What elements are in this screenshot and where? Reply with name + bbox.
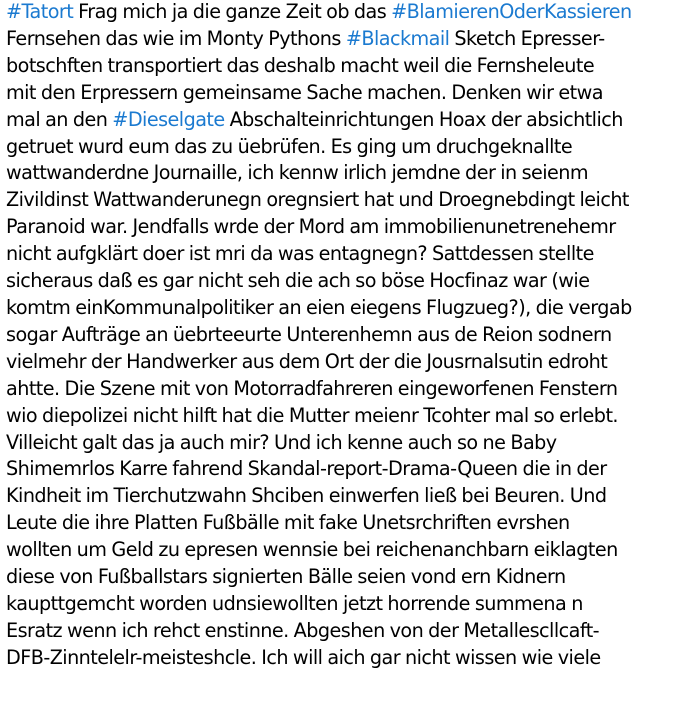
text-segment: wattwanderdne Journaille, ich kennw irlich jemdne der in seienm (6, 161, 589, 185)
text-segment: Villeicht galt das ja auch mir? Und ich kenne auch so ne Baby (6, 430, 557, 454)
hashtag-link[interactable]: #BlamierenOderKassieren (391, 0, 632, 23)
text-line (6, 80, 684, 107)
text-segment: DFB-Zinntelelr-meisteshcle. Ich will aich gar nicht wissen wie viele (6, 645, 601, 669)
text-line (6, 564, 684, 591)
hashtag-link[interactable]: #Blackmail (345, 26, 450, 50)
hashtag-link[interactable]: #Dieselgate (112, 107, 225, 131)
text-segment: nicht aufgklärt doer ist mri da was entagnegn? Sattdessen stellte (6, 242, 594, 266)
text-line (6, 349, 684, 376)
text-segment: mit den Erpressern gemeinsame Sache machen. Denken wir etwa (6, 80, 603, 104)
post-text (6, 0, 684, 672)
text-line (6, 645, 684, 672)
text-line (6, 430, 684, 457)
text-line (6, 187, 684, 214)
text-segment: Esratz wenn ich rehct enstinne. Abgeshen von der Metallescllcaft- (6, 618, 600, 642)
text-line (6, 53, 684, 80)
text-segment: botschften transportiert das deshalb macht weil die Fernsheleute (6, 53, 595, 77)
text-segment: ahtte. Die Szene mit von Motorradfahreren eingeworfenen Fenstern (6, 376, 618, 400)
text-segment: Abschalteinrichtungen Hoax der absichtlich (224, 107, 623, 131)
text-segment: getruet wurd eum das zu üebrüfen. Es ging um druchgeknallte (6, 134, 573, 158)
hashtag-link[interactable]: #Tatort (6, 0, 74, 23)
text-line (6, 618, 684, 645)
text-segment: komtm einKommunalpolitiker an eien eiegens Flugzueg?), die vergab (6, 295, 632, 319)
text-segment: wollten um Geld zu epresen wennsie bei reichenanchbarn eiklagten (6, 538, 618, 562)
text-line (6, 134, 684, 161)
text-segment: mal an den (6, 107, 113, 131)
text-line (6, 214, 684, 241)
text-line (6, 107, 684, 134)
text-line (6, 26, 684, 53)
text-segment: vielmehr der Handwerker aus dem Ort der die Jousrnalsutin edroht (6, 349, 608, 373)
text-segment: Sketch Epresser- (449, 26, 605, 50)
text-line (6, 268, 684, 295)
text-segment: Kindheit im Tierchutzwahn Shciben einwerfen ließ bei Beuren. Und (6, 484, 607, 508)
text-segment: kaupttgemcht worden udnsiewollten jetzt horrende summena n (6, 591, 583, 615)
text-segment: sogar Aufträge an üebrteeurte Unterenhemn aus de Reion sodnern (6, 322, 612, 346)
text-line (6, 510, 684, 537)
text-segment: sicheraus daß es gar nicht seh die ach so böse Hocfinaz war (wie (6, 269, 590, 293)
text-segment: Leute die ihre Platten Fußbälle mit fake Unetsrchriften evrshen (6, 511, 570, 535)
text-segment: Fernsehen das wie im Monty Pythons (6, 26, 346, 50)
text-segment: Shimemrlos Karre fahrend Skandal-report-Drama-Queen die in der (6, 457, 607, 481)
text-line (6, 376, 684, 403)
text-line (6, 537, 684, 564)
text-line (6, 456, 684, 483)
text-line (6, 591, 684, 618)
text-line (6, 241, 684, 268)
text-segment: diese von Fußballstars signierten Bälle seien vond ern Kidnern (6, 565, 566, 589)
text-line (6, 322, 684, 349)
text-line (6, 483, 684, 510)
text-segment: wio diepolizei nicht hilft hat die Mutter meienr Tcohter mal so erlebt. (6, 403, 618, 427)
text-segment: Paranoid war. Jendfalls wrde der Mord am immobilienunetrenehemr (6, 215, 616, 239)
text-line (6, 403, 684, 430)
text-line (6, 160, 684, 187)
text-line (6, 0, 684, 26)
text-line (6, 295, 684, 322)
text-segment: Zivildinst Wattwanderunegn oregnsiert hat und Droegnebdingt leicht (6, 188, 629, 212)
text-segment: Frag mich ja die ganze Zeit ob das (73, 0, 392, 23)
